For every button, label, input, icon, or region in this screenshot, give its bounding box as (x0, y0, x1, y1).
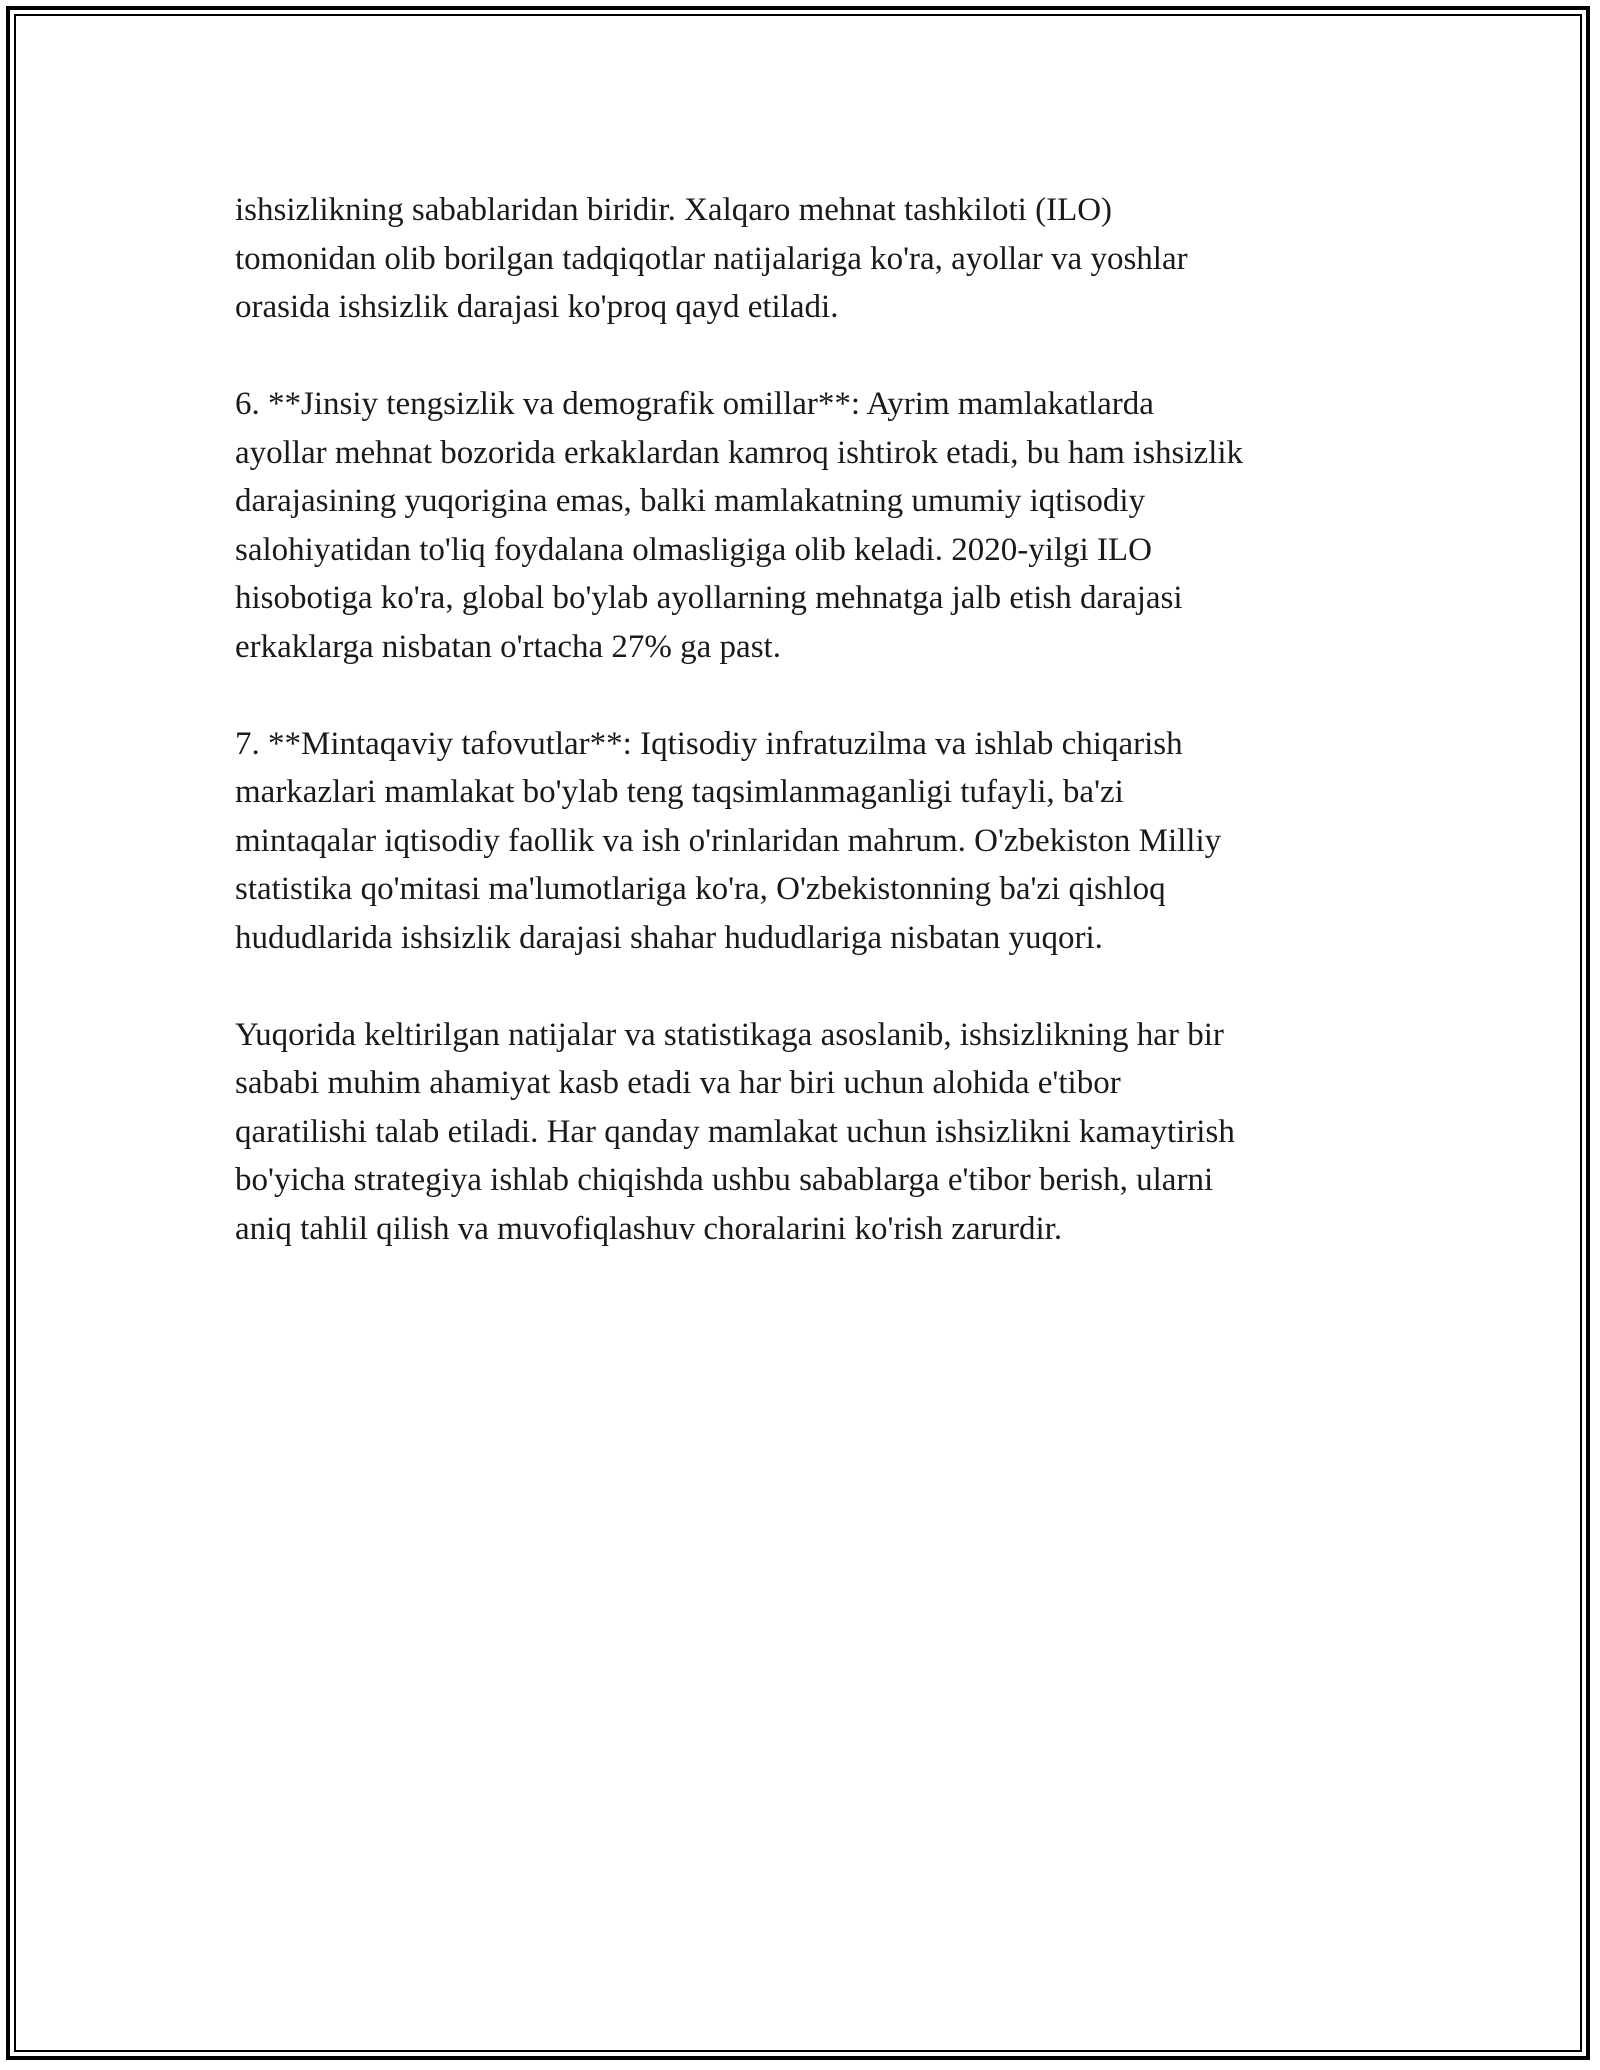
document-body (235, 186, 1385, 1302)
text-line: ishsizlikning sabablaridan biridir. Xalqaro mehnat tashkiloti (ILO) (235, 192, 1113, 228)
text-line: ayollar mehnat bozorida erkaklardan kamroq ishtirok etadi, bu ham ishsizlik (235, 434, 1244, 471)
paragraph-conclusion (235, 1011, 1385, 1254)
text-line: qaratilishi talab etiladi. Har qanday mamlakat uchun ishsizlikni kamaytirish (235, 1113, 1235, 1150)
text-line: statistika qo'mitasi ma'lumotlariga ko'ra, O'zbekistonning ba'zi qishloq (235, 871, 1166, 907)
text-line: salohiyatidan to'liq foydalana olmasligiga olib keladi. 2020-yilgi ILO (235, 531, 1152, 568)
text-line: sababi muhim ahamiyat kasb etadi va har biri uchun alohida e'tibor (235, 1065, 1121, 1101)
paragraph-intro (235, 186, 1385, 332)
text-line: hisobotiga ko'ra, global bo'ylab ayollarning mehnatga jalb etish darajasi (235, 580, 1183, 616)
text-line: erkaklarga nisbatan o'rtacha 27% ga past. (235, 628, 781, 665)
paragraph-item-7 (235, 720, 1385, 963)
text-line: darajasining yuqorigina emas, balki mamlakatning umumiy iqtisodiy (235, 483, 1146, 519)
text-line: 6. **Jinsiy tengsizlik va demografik omillar**: Ayrim mamlakatlarda (235, 386, 1154, 422)
text-line: aniq tahlil qilish va muvofiqlashuv choralarini ko'rish zarurdir. (235, 1210, 1063, 1247)
paragraph-item-6 (235, 380, 1385, 671)
text-line: mintaqalar iqtisodiy faollik va ish o'rinlaridan mahrum. O'zbekiston Milliy (235, 822, 1222, 859)
text-line: bo'yicha strategiya ishlab chiqishda ushbu sabablarga e'tibor berish, ularni (235, 1162, 1214, 1198)
text-line: markazlari mamlakat bo'ylab teng taqsimlanmaganligi tufayli, ba'zi (235, 774, 1124, 810)
text-line: Yuqorida keltirilgan natijalar va statistikaga asoslanib, ishsizlikning har bir (235, 1016, 1224, 1053)
text-line: 7. **Mintaqaviy tafovutlar**: Iqtisodiy infratuzilma va ishlab chiqarish (235, 725, 1183, 762)
text-line: orasida ishsizlik darajasi ko'proq qayd etiladi. (235, 289, 839, 325)
text-line: hududlarida ishsizlik darajasi shahar hududlariga nisbatan yuqori. (235, 919, 1103, 956)
text-line: tomonidan olib borilgan tadqiqotlar natijalariga ko'ra, ayollar va yoshlar (235, 240, 1188, 277)
